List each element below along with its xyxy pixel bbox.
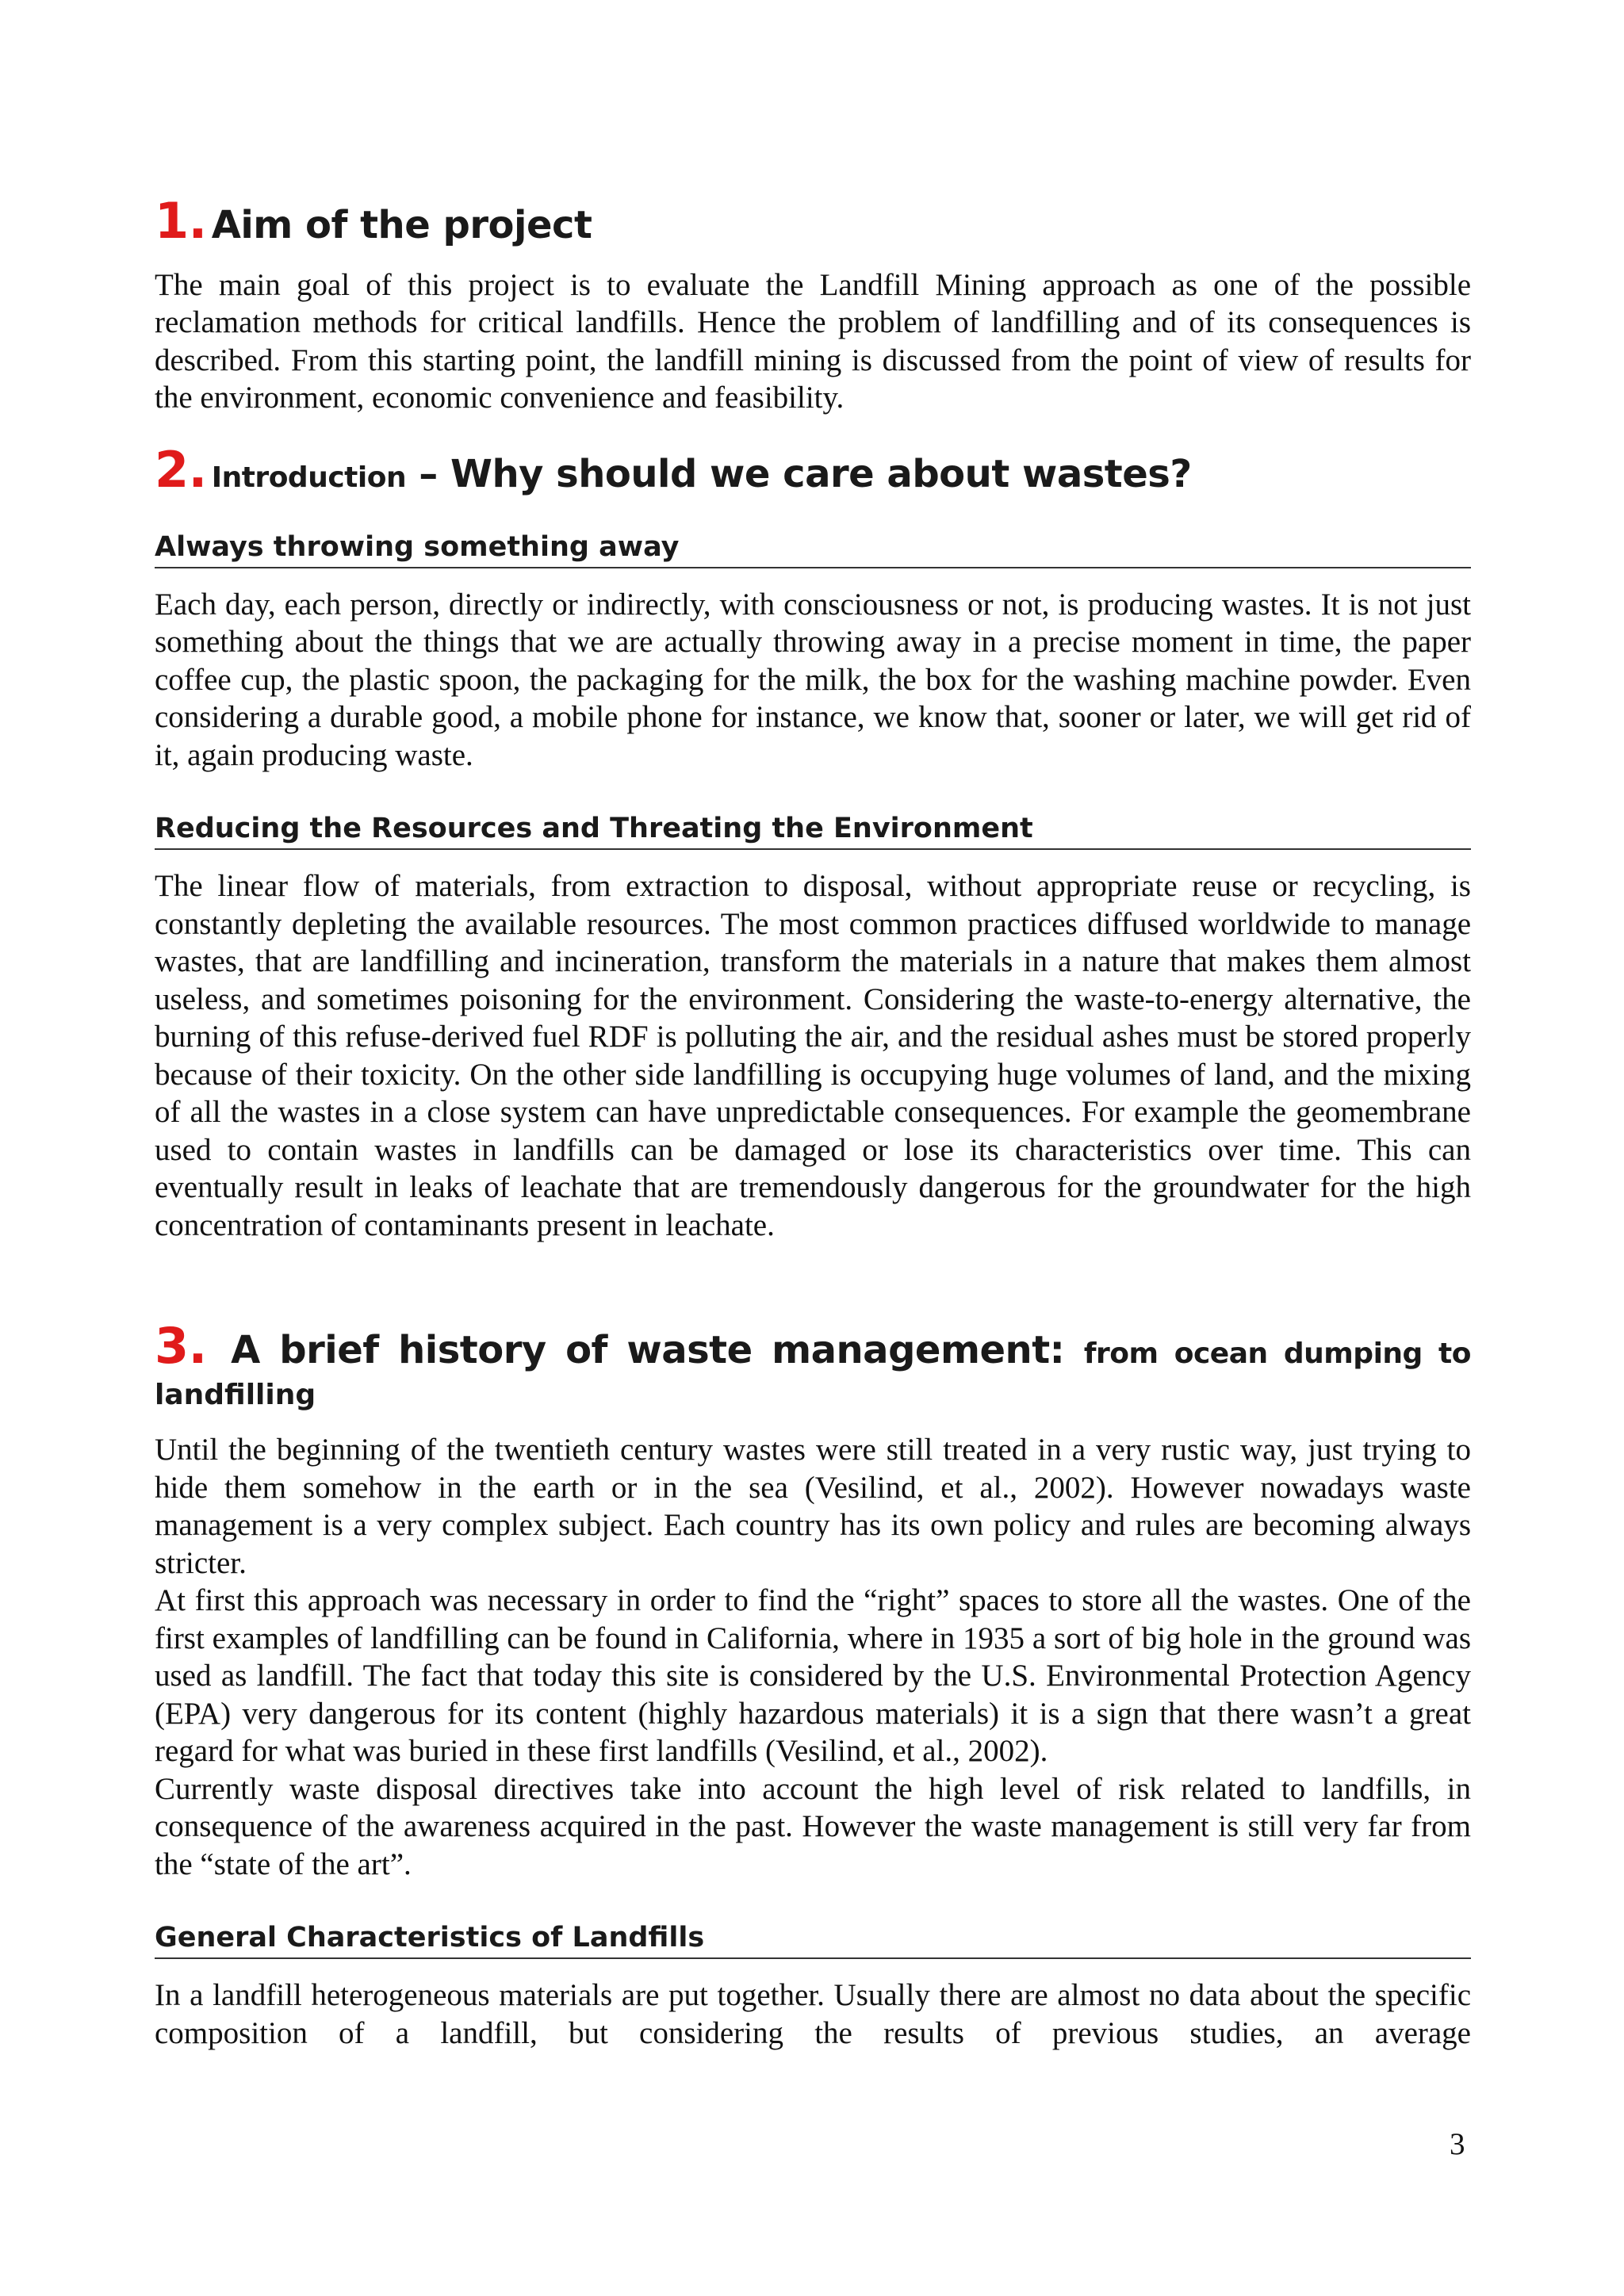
subsection-always-throwing — [155, 530, 1471, 774]
section-3-number: 3. — [155, 1317, 207, 1375]
subsection-heading: Reducing the Resources and Threating the Environment — [155, 812, 1471, 850]
section-3-paragraph: At first this approach was necessary in order to find the “right” spaces to store all the wastes. One of the first examples of landfilling can be found in California, where in 1935 a sort of big hole in the ground was used as landfill. The fact that today this site is considered by the U.S. Environmental Protection Agency (EPA) very dangerous for its content (highly hazardous materials) it is a sign that there wasn’t a great regard for what was buried in these first landfills (Vesilind, et al., 2002). — [155, 1583, 1471, 1769]
section-3-heading — [155, 1315, 1471, 1377]
section-3-paragraph: Until the beginning of the twentieth century wastes were still treated in a very rustic way, just trying to hide them somehow in the earth or in the sea (Vesilind, et al., 2002). However nowadays waste management is a very complex subject. Each country has its own policy and rules are becoming always stricter. — [155, 1433, 1471, 1580]
subsection-paragraph: In a landfill heterogeneous materials are put together. Usually there are almost no data about the specific composition of a landfill, but considering the results of previous studies, an average — [155, 1978, 1471, 2050]
section-3-title: A brief history of waste management: — [231, 1328, 1065, 1372]
section-2-title: – Why should we care about wastes? — [406, 451, 1192, 496]
section-2-title-small: Introduction — [211, 461, 407, 494]
section-1-paragraph: The main goal of this project is to evaluate the Landfill Mining approach as one of the possible reclamation methods for critical landfills. Hence the problem of landfilling and of its consequences is described. From this starting point, the landfill mining is discussed from the point of view of results for the environment, economic convenience and feasibility. — [155, 267, 1471, 415]
subsection-heading: General Characteristics of Landfills — [155, 1921, 1471, 1959]
subsection-paragraph: Each day, each person, directly or indirectly, with consciousness or not, is producing wastes. It is not just something about the things that we are actually throwing away in a precise moment in time, the paper coffee cup, the plastic spoon, the packaging for the milk, the box for the washing machine powder. Even considering a durable good, a mobile phone for instance, we know that, sooner or later, we will get rid of it, again producing waste. — [155, 587, 1471, 772]
section-3-body — [155, 1431, 1471, 1883]
section-3-title-tail: from ocean dumping to — [1083, 1337, 1471, 1370]
subsection-reducing-resources — [155, 812, 1471, 1244]
document-page — [155, 190, 1471, 2052]
section-1-number: 1. — [155, 192, 207, 250]
subsection-general-characteristics — [155, 1921, 1471, 2052]
section-1-title: Aim of the project — [211, 203, 592, 247]
page-number: 3 — [1450, 2127, 1465, 2161]
section-1-heading — [155, 190, 1471, 252]
section-2-number: 2. — [155, 440, 207, 499]
section-3-title-continuation: landfilling — [155, 1378, 316, 1411]
section-2-heading — [155, 439, 1471, 501]
section-3-paragraph: Currently waste disposal directives take into account the high level of risk related to landfills, in consequence of the awareness acquired in the past. However the waste management is still very far from the “state of the art”. — [155, 1771, 1471, 1881]
subsection-heading: Always throwing something away — [155, 530, 1471, 568]
subsection-paragraph: The linear flow of materials, from extraction to disposal, without appropriate reuse or recycling, is constantly depleting the available resources. The most common practices diffused worldwide to manage wastes, that are landfilling and incineration, transform the materials in a nature that makes them almost useless, and sometimes poisoning for the environment. Considering the waste-to-energy alternative, the burning of this refuse-derived fuel RDF is polluting the air, and the residual ashes must be stored properly because of their toxicity. On the other side landfilling is occupying huge volumes of land, and the mixing of all the wastes in a close system can have unpredictable consequences. For example the geomembrane used to contain wastes in landfills can be damaged or lose its characteristics over time. This can eventually result in leaks of leachate that are tremendously dangerous for the groundwater for the high concentration of contaminants present in leachate. — [155, 869, 1471, 1242]
